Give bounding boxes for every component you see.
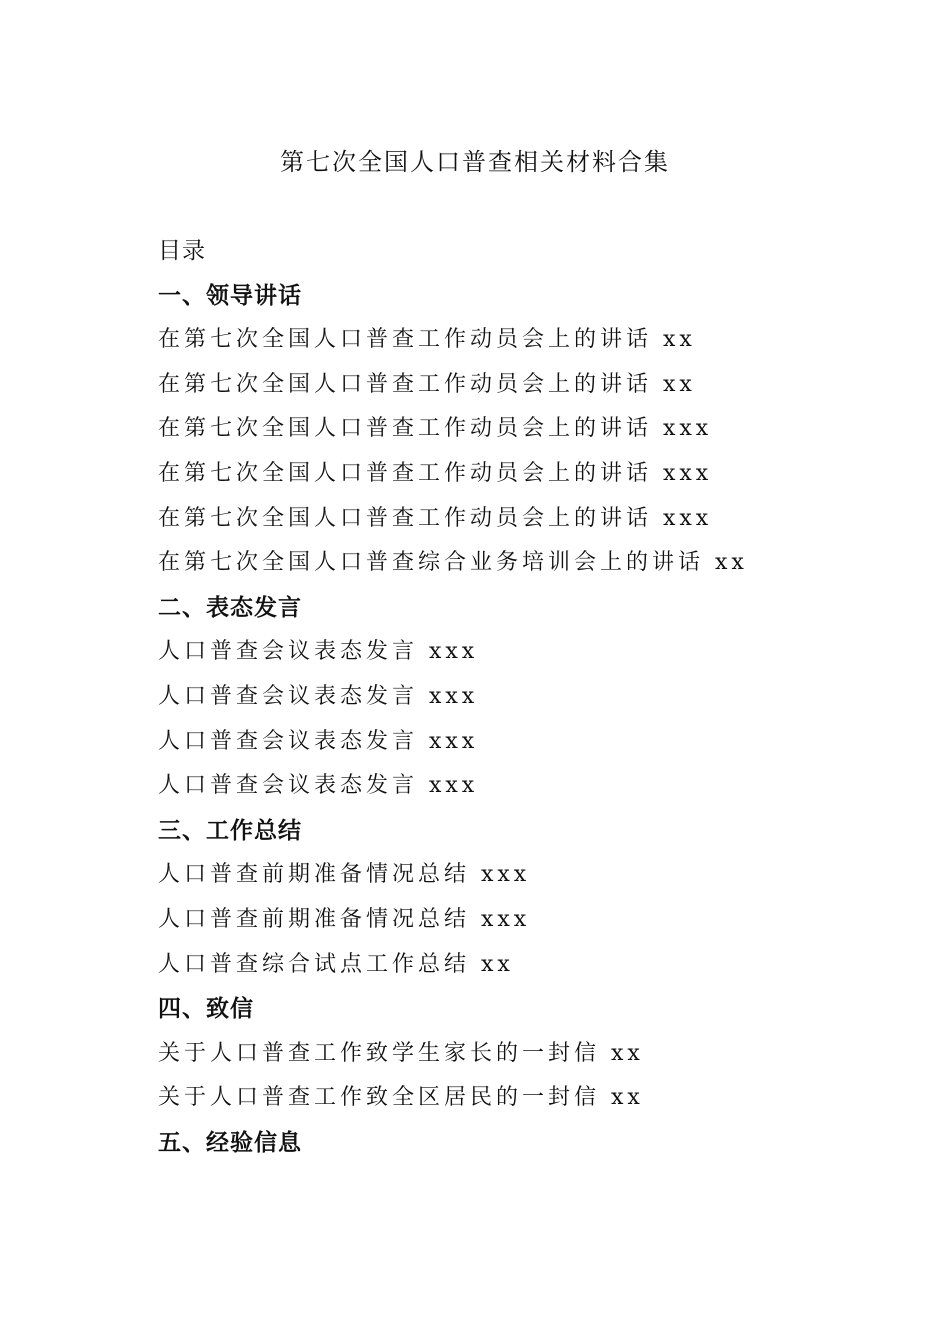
toc-entry: 人口普查前期准备情况总结 xxx: [158, 906, 531, 932]
toc-section-5: [158, 1125, 858, 1161]
toc-entry: 人口普查会议表态发言 xxx: [158, 639, 479, 665]
document-title: 第七次全国人口普查相关材料合集: [280, 148, 670, 176]
toc-section-3: [158, 813, 858, 983]
toc-entry: 人口普查前期准备情况总结 xxx: [158, 862, 531, 888]
toc-entry: 人口普查会议表态发言 xxx: [158, 728, 479, 754]
toc-entry: 在第七次全国人口普查工作动员会上的讲话 xxx: [158, 460, 713, 486]
toc-label: 目录: [158, 238, 206, 264]
toc-entry: 人口普查会议表态发言 xxx: [158, 683, 479, 709]
toc-entry: 在第七次全国人口普查工作动员会上的讲话 xx: [158, 371, 696, 397]
section-heading: 二、表态发言: [158, 594, 302, 621]
toc-section-2: [158, 590, 858, 804]
toc-entry: 在第七次全国人口普查工作动员会上的讲话 xx: [158, 327, 696, 353]
section-heading: 五、经验信息: [158, 1129, 302, 1156]
section-heading: 一、领导讲话: [158, 282, 302, 309]
toc-entry: 人口普查会议表态发言 xxx: [158, 773, 479, 799]
table-of-contents: [158, 233, 858, 1169]
toc-entry: 关于人口普查工作致全区居民的一封信 xx: [158, 1085, 644, 1111]
toc-entry: 在第七次全国人口普查工作动员会上的讲话 xxx: [158, 416, 713, 442]
toc-entry: 在第七次全国人口普查工作动员会上的讲话 xxx: [158, 505, 713, 531]
toc-section-1: [158, 278, 858, 582]
section-heading: 四、致信: [158, 996, 254, 1023]
toc-section-4: [158, 991, 858, 1116]
toc-entry: 人口普查综合试点工作总结 xx: [158, 951, 514, 977]
section-heading: 三、工作总结: [158, 817, 302, 844]
toc-entry: 在第七次全国人口普查综合业务培训会上的讲话 xx: [158, 550, 748, 576]
toc-entry: 关于人口普查工作致学生家长的一封信 xx: [158, 1040, 644, 1066]
